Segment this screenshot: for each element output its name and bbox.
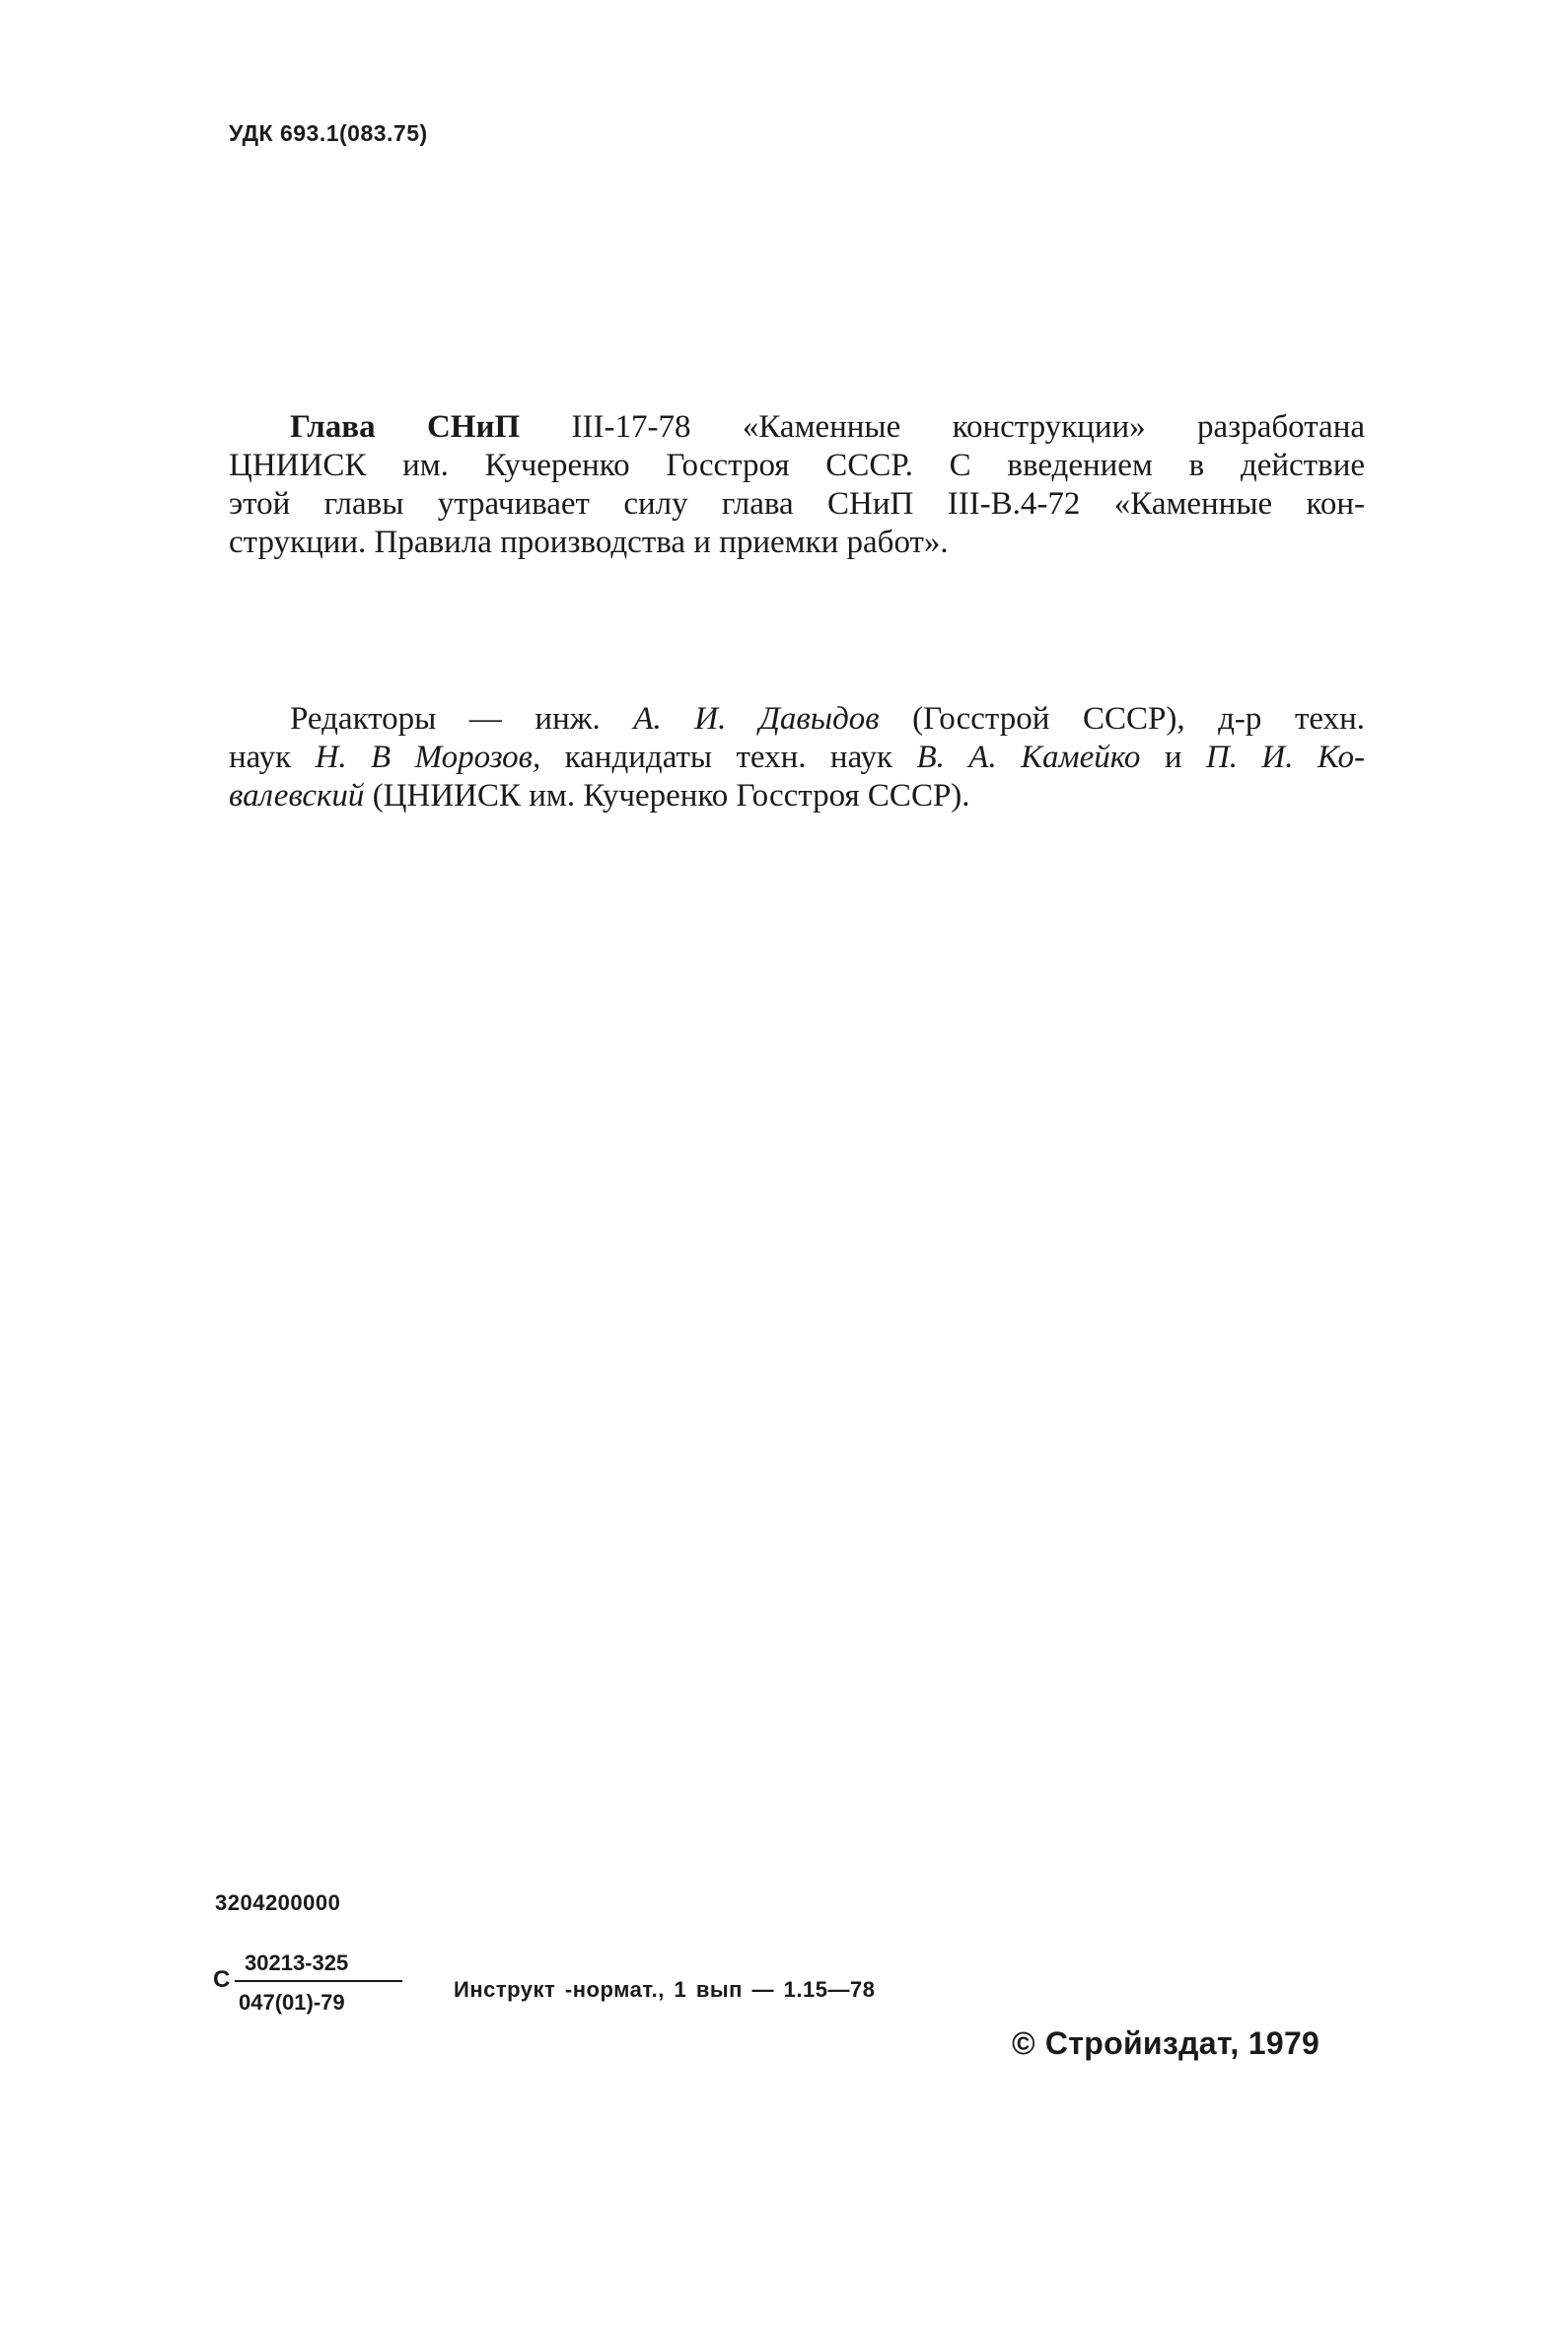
paragraph1-line-2: ЦНИИСК им. Кучеренко Госстроя СССР. С введением в действие xyxy=(229,448,1365,483)
paragraph2-line-2 xyxy=(229,739,1365,777)
copyright-icon: © xyxy=(1012,2025,1035,2061)
paragraph1-line-1-text: III-17-78 «Каменные конструкции» разработана xyxy=(520,409,1366,445)
paragraph2-line-3 xyxy=(229,777,1365,815)
udk-code: УДК 693.1(083.75) xyxy=(229,120,428,146)
fraction-prefix: С xyxy=(213,1966,231,1993)
editor-davydov: А. И. Давыдов xyxy=(633,701,880,737)
editor-kovalevsky-part1: П. И. Ко- xyxy=(1205,740,1365,775)
fraction-bar xyxy=(235,1980,402,1982)
paragraph-editors xyxy=(229,700,1365,815)
paragraph1-line-3: этой главы утрачивает силу глава СНиП III-В.4-72 «Каменные кон- xyxy=(229,486,1365,522)
editors-l3-b: (ЦНИИСК им. Кучеренко Госстроя СССР). xyxy=(364,778,970,814)
paragraph2-line-1 xyxy=(229,700,1365,739)
instruction-reference: Инструкт -нормат., 1 вып — 1.15—78 xyxy=(454,1977,876,2002)
editors-l1-a: Редакторы — инж. xyxy=(290,701,634,737)
fraction-numerator: 30213-325 xyxy=(245,1950,349,1975)
editors-l2-a: наук xyxy=(229,740,316,775)
copyright-text: Стройиздат, 1979 xyxy=(1044,2025,1320,2061)
catalog-code: 3204200000 xyxy=(215,1890,341,1915)
paragraph1-bold-lead: Глава СНиП xyxy=(290,409,521,445)
editor-kameiko: В. А. Камейко xyxy=(916,740,1141,775)
fraction-denominator: 047(01)-79 xyxy=(239,1990,345,2015)
paragraph1-line-4: струкции. Правила производства и приемки работ». xyxy=(229,525,949,560)
editors-l1-c: (Госстрой СССР), д-р техн. xyxy=(879,701,1365,737)
editor-kovalevsky-part2: валевский xyxy=(229,778,365,814)
editor-morozov: Н. В Морозов, xyxy=(315,740,541,775)
editors-l2-c: кандидаты техн. наук xyxy=(540,740,917,775)
paragraph1-line-1 xyxy=(229,408,1365,447)
paragraph-development-info xyxy=(229,408,1365,562)
editors-l2-e: и xyxy=(1140,740,1206,775)
copyright-line xyxy=(1012,2025,1319,2062)
